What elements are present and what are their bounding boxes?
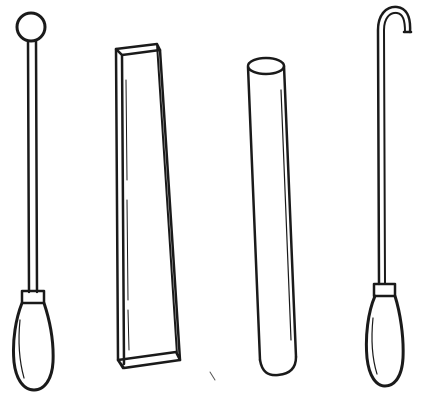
hook-outer xyxy=(378,7,410,284)
bar-top-face xyxy=(116,44,160,55)
bar-front-left-edge xyxy=(122,55,124,364)
rod-left-edge xyxy=(248,67,260,360)
rod-shaft-right-edge xyxy=(36,41,37,292)
handle-shading xyxy=(372,318,377,374)
ball-tipped-rod xyxy=(13,13,53,390)
tapered-flat-bar xyxy=(116,44,180,368)
handle-shading xyxy=(19,320,24,378)
rod-shaft-left-edge xyxy=(28,41,29,292)
ball-tip xyxy=(17,13,45,41)
hooked-rod xyxy=(366,7,411,386)
bar-side-hatching xyxy=(126,80,129,350)
bar-front-right-edge xyxy=(160,50,180,360)
bar-bottom-face xyxy=(118,352,180,368)
rod-top-end xyxy=(248,58,284,74)
rod-bottom-end xyxy=(260,357,296,375)
cylindrical-rod xyxy=(248,58,296,375)
ferrule xyxy=(22,291,44,303)
ferrule xyxy=(374,284,395,296)
hook-inner xyxy=(384,13,405,284)
stray-mark xyxy=(210,372,215,380)
